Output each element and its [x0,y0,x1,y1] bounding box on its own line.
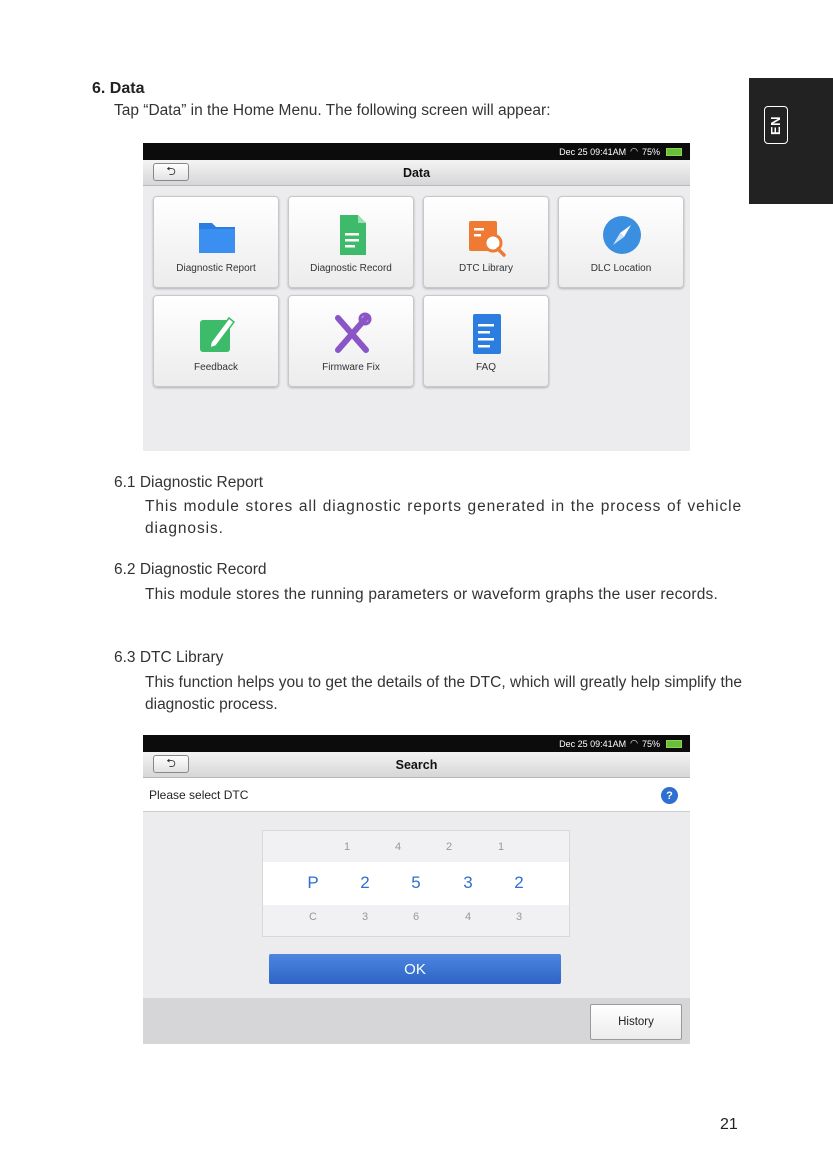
tile-label: DTC Library [459,263,513,274]
back-button[interactable] [153,755,189,773]
tile-label: FAQ [475,362,496,373]
picker-selected-digit[interactable]: 5 [411,873,421,892]
picker-row-selected [263,862,569,905]
list-doc-icon [467,312,507,356]
battery-level: 75% [641,146,660,157]
subsection-heading: 6.1 Diagnostic Report [114,474,264,491]
section-title: 6. Data [92,80,145,97]
picker-selected-digit[interactable]: 3 [463,873,473,892]
back-arrow-icon: ⮌ [166,755,176,770]
tile-label: Diagnostic Report [176,263,256,274]
data-titlebar [143,160,690,186]
wifi-icon: ◠ [630,738,638,748]
compass-icon [602,213,642,257]
page-number: 21 [720,1116,738,1133]
tile-dtc-library[interactable] [423,196,549,288]
help-icon[interactable]: ? [661,787,678,804]
tile-firmware-fix[interactable] [288,295,414,387]
status-bar [143,735,690,752]
picker-digit[interactable]: 4 [464,911,472,923]
language-badge [764,106,788,144]
battery-level: 75% [641,738,660,749]
tile-label: Feedback [194,362,238,373]
tile-faq[interactable] [423,295,549,387]
picker-digit[interactable]: 1 [343,841,351,853]
dtc-picker[interactable] [262,830,570,937]
tile-label: Diagnostic Record [310,263,392,274]
tile-label: Firmware Fix [322,362,380,373]
picker-digit[interactable]: 6 [412,911,420,923]
bottom-toolbar [143,998,690,1044]
ok-button[interactable]: OK [269,954,561,984]
subsection-text: This function helps you to get the details of the DTC, which will greatly help simplify the diagnostic process. [145,674,742,713]
tile-label: DLC Location [590,263,652,274]
screen-title: Search [395,757,438,772]
status-bar [143,143,690,160]
picker-row-below [263,911,569,929]
picker-selected-letter[interactable]: P [307,873,319,892]
tile-feedback[interactable] [153,295,279,387]
search-titlebar [143,752,690,778]
folder-icon [197,213,237,257]
subsection-text: This module stores the running parameters or waveform graphs the user records. [145,586,718,603]
status-datetime: Dec 25 09:41AM [559,146,627,157]
tile-grid [143,186,690,451]
picker-row-above [263,841,569,859]
wifi-icon: ◠ [630,146,638,156]
dtc-prompt: Please select DTC [149,788,249,802]
picker-digit[interactable]: 1 [497,841,505,853]
battery-icon [666,740,682,748]
language-tab [749,78,833,204]
search-screen [143,735,690,1044]
screen-title: Data [402,165,431,180]
edit-icon [197,312,237,356]
tile-diagnostic-report[interactable] [153,196,279,288]
picker-digit[interactable]: 3 [361,911,369,923]
dtc-prompt-bar [143,778,690,812]
history-button[interactable]: History [590,1004,682,1040]
section-intro: Tap “Data” in the Home Menu. The following screen will appear: [114,102,551,119]
document-icon [332,213,372,257]
picker-digit[interactable]: 4 [394,841,402,853]
back-arrow-icon: ⮌ [166,163,176,178]
subsection-heading: 6.3 DTC Library [114,649,224,666]
picker-letter[interactable]: C [309,911,317,923]
tools-icon [332,312,372,356]
data-screen [143,143,690,451]
status-datetime: Dec 25 09:41AM [559,738,627,749]
picker-digit[interactable]: 3 [515,911,523,923]
battery-icon [666,148,682,156]
magnifier-doc-icon [467,213,507,257]
tile-dlc-location[interactable] [558,196,684,288]
picker-selected-digit[interactable]: 2 [514,873,524,892]
subsection-heading: 6.2 Diagnostic Record [114,561,267,578]
tile-diagnostic-record[interactable] [288,196,414,288]
picker-selected-digit[interactable]: 2 [360,873,370,892]
subsection-text: This module stores all diagnostic reports generated in the process of vehicle diagnosis. [145,498,742,537]
picker-digit[interactable]: 2 [445,841,453,853]
language-label: EN [768,115,784,135]
back-button[interactable] [153,163,189,181]
